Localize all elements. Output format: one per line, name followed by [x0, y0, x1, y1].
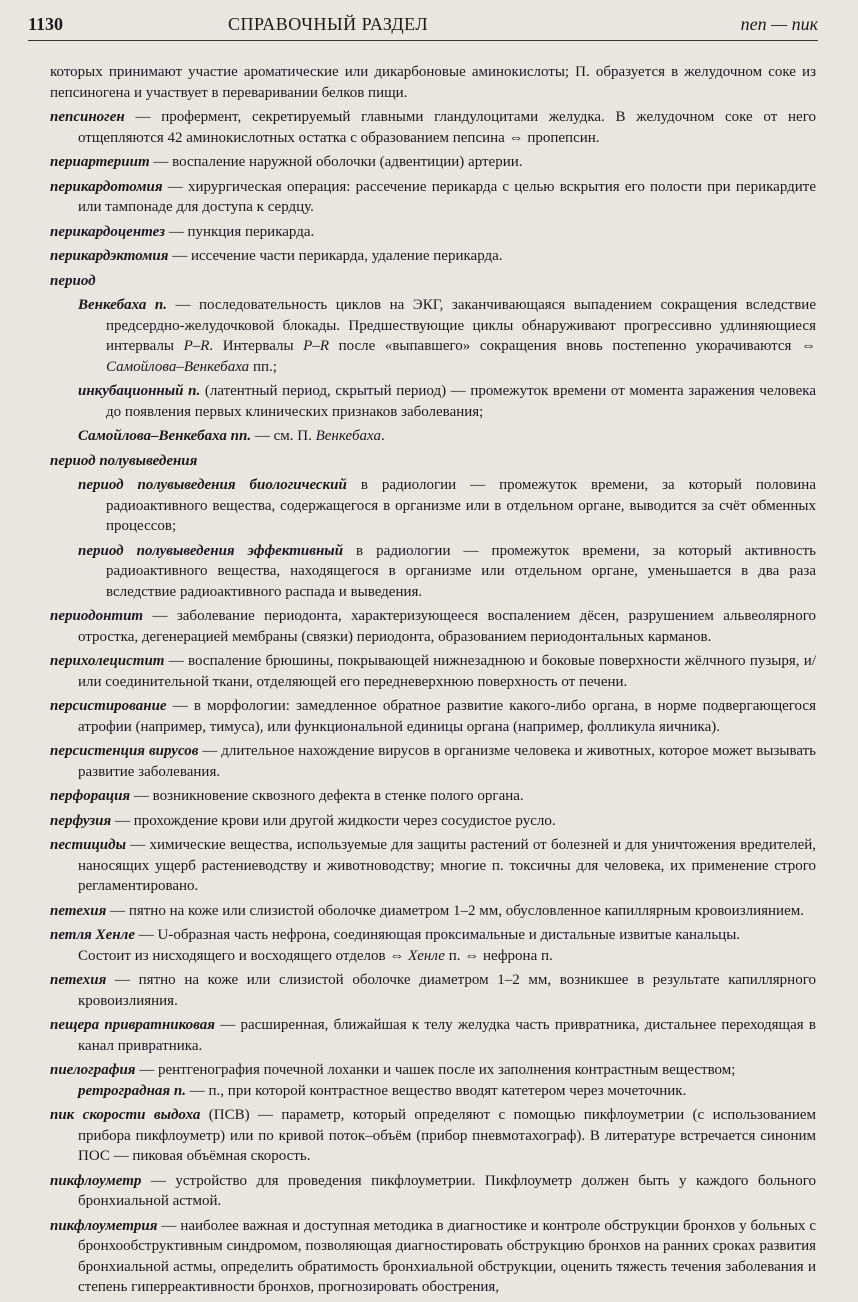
definition: — иссечение части перикарда, удаление перикарда. [168, 248, 503, 264]
term: инкубационный п. [78, 383, 201, 399]
term: период полувыведения [50, 452, 198, 469]
entry-pesticides [50, 835, 816, 897]
definition: в радиологии — промежуток времени, за который половина радиоактивного вещества, содержащегося в организме или в отдельном органе, выводится за счёт обменных процессов; [106, 477, 816, 534]
definition: — пятно на коже или слизистой оболочке диаметром 1–2 мм, возникшее в результате капиллярного кровоизлияния. [78, 972, 816, 1009]
entry-pericardiocentesis [50, 222, 816, 243]
definition: — воспаление наружной оболочки (адвентиции) артерии. [149, 154, 523, 170]
term: пиелография [50, 1062, 136, 1078]
term: пестициды [50, 837, 127, 853]
entry-loop-of-henle [50, 925, 816, 946]
definition: (ПСВ) — параметр, который определяют с помощью пикфлоуметрии (с использованием прибора пикфлоуметр) или по кривой поток–объём (прибор пневмотахограф). В литературе встречается синоним ПОС — пиковая объёмная скорость. [78, 1107, 816, 1164]
definition: — U-образная часть нефрона, соединяющая проксимальные и дистальные извитые канальцы. [135, 927, 741, 943]
term: пикфлоуметр [50, 1172, 142, 1189]
term: период полувыведения эффективный [78, 542, 344, 559]
term: перихолецистит [50, 653, 165, 669]
entry-continuation: которых принимают участие ароматические или дикарбоновые аминокислоты; П. образуется в желудочном соке из пепсиногена и участвует в переваривании белков пищи. [50, 64, 816, 101]
definition: — прохождение крови или другой жидкости через сосудистое русло. [111, 812, 556, 829]
entry-perfusion [50, 811, 816, 832]
definition: — п., при которой контрастное вещество вводят катетером через мочеточник. [186, 1082, 687, 1099]
entry-petechia-2 [50, 970, 816, 1011]
term: персистенция вирусов [50, 743, 199, 759]
subentry-wenckebach: Венкебаха п. — последовательность циклов на ЭКГ, заканчивающаяся выпадением сокращения вследствие предсердно-желудочковой блокады. Предшествующие циклы обнаруживают прогрессивно удлиняющиеся интервалы P–R. Интервалы P–R после «выпавшего» сокращения вновь постепенно укорачиваются ⇔ Самойлова–Венкебаха пп.; [78, 297, 816, 375]
entry-petechia-1 [50, 901, 816, 922]
subentry-samoilov: Самойлова–Венкебаха пп. — см. П. Венкебаха. [78, 428, 385, 444]
subentry-half-life-biological [50, 475, 816, 537]
entries-body [50, 62, 816, 1302]
term: перикардэктомия [50, 248, 169, 264]
definition: — длительное нахождение вирусов в организме человека и животных, которое может вызывать развитие заболевания. [78, 743, 816, 780]
term: период полувыведения биологический [78, 477, 347, 493]
definition: — наиболее важная и доступная методика в диагностике и контроле обструкции бронхов у больных с бронхообструктивным синдромом, позволяющая диагностировать обструкцию бронхов на ранних сроках развития бронхиальной астмы, определить обратимость бронхиальной обструкции, оценить тяжесть течения заболевания и степень гиперреактивности бронхов, прогнозировать обострения, [78, 1217, 816, 1295]
section-title: СПРАВОЧНЫЙ РАЗДЕЛ [228, 14, 429, 34]
term: петехия [50, 972, 107, 988]
definition: в радиологии — промежуток времени, за который активность радиоактивного вещества, находящегося в организме или отдельном органе, уменьшается в два раза вследствие радиоактивного распада и выведения. [106, 542, 816, 600]
definition: — воспаление брюшины, покрывающей нижнезаднюю и боковые поверхности жёлчного пузыря, и/или соединительной ткани, отделяющей его передневерхнюю поверхность от печени. [78, 653, 816, 690]
entry-peak-flowmetry [50, 1216, 816, 1298]
entry-periarteritis [50, 152, 816, 173]
subentry-half-life-effective [50, 541, 816, 603]
term: пикфлоуметрия [50, 1217, 158, 1234]
subentry-incubation [50, 381, 816, 422]
term: перфузия [50, 812, 112, 829]
entry-period [50, 271, 816, 292]
definition: — хирургическая операция: рассечение перикарда с целью вскрытия его полости при перикардите или тампонаде для доступа к сердцу. [78, 178, 816, 215]
entry-half-life [50, 451, 816, 472]
subentry-retrograde [50, 1081, 816, 1102]
entry-periodontitis [50, 606, 816, 647]
term: период [50, 272, 96, 289]
term: периодонтит [50, 608, 144, 624]
term: перикардотомия [50, 178, 163, 195]
definition: — пункция перикарда. [164, 223, 315, 240]
definition: (латентный период, скрытый период) — промежуток времени от момента заражения человека до появления первых клинических признаков заболевания; [106, 383, 816, 420]
term: перикардоцентез [50, 223, 165, 240]
term: периартериит [50, 154, 150, 170]
definition: — устройство для проведения пикфлоуметрии. Пикфлоуметр должен быть у каждого больного бронхиальной астмой. [78, 1172, 816, 1209]
definition: — расширенная, ближайшая к телу желудка часть привратника, дистальнее переходящая в канал привратника. [78, 1017, 816, 1054]
definition: — профермент, секретируемый главными гландулоцитами желудка. В желудочном соке от него отщепляются 42 аминокислотных остатка с образованием пепсина ⇔ пропепсин. [78, 109, 816, 146]
entry-peak-expiratory-flow [50, 1105, 816, 1167]
term: Венкебаха п. [78, 297, 167, 313]
entry-range: пеп — пик [740, 14, 818, 34]
term: пещера привратниковая [50, 1017, 215, 1033]
page-number: 1130 [28, 14, 64, 34]
definition: — в морфологии: замедленное обратное развитие какого-либо органа, в норме подвергающегося атрофии (например, тимуса), или функциональной единицы органа (например, фолликула яичника). [78, 698, 816, 735]
definition: — химические вещества, используемые для защиты растений от болезней и для уничтожения вредителей, наносящих ущерб растениеводству и животноводству; многие п. токсичны для человека, их применение строго регламентировано. [78, 837, 816, 894]
entry-perforation [50, 786, 816, 807]
definition: — пятно на коже или слизистой оболочке диаметром 1–2 мм, обусловленное капиллярным кровоизлиянием. [106, 902, 804, 919]
page-header [28, 10, 818, 41]
entry-pericholecystitis [50, 651, 816, 692]
entry-pericardiectomy [50, 246, 816, 267]
term: ретроградная п. [78, 1082, 187, 1099]
entry-pyelography [50, 1060, 816, 1081]
term: Самойлова–Венкебаха пп. [78, 428, 252, 444]
term: пик скорости выдоха [50, 1107, 201, 1123]
term: петехия [50, 902, 107, 919]
term: перфорация [50, 788, 131, 804]
entry-pericardiotomy [50, 177, 816, 218]
definition: — рентгенография почечной лоханки и чашек после их заполнения контрастным веществом; [135, 1062, 736, 1078]
entry-virus-persistence [50, 741, 816, 782]
term: пепсиноген [50, 109, 125, 125]
entry-pepsinogen [50, 107, 816, 148]
entry-pyloric-antrum [50, 1015, 816, 1056]
entry-loop-of-henle-cont: Состоит из нисходящего и восходящего отделов ⇔ Хенле п. ⇔ нефрона п. [78, 947, 553, 964]
entry-persistence [50, 696, 816, 737]
entry-peak-flow-meter [50, 1171, 816, 1212]
term: петля Хенле [50, 927, 135, 943]
term: персистирование [50, 698, 167, 714]
definition: — возникновение сквозного дефекта в стенке полого органа. [130, 788, 524, 804]
definition: — заболевание периодонта, характеризующееся воспалением дёсен, разрушением альвеолярного отростка, дегенерацией мембраны (связки) периодонта, образованием периодонтальных карманов. [78, 608, 816, 645]
